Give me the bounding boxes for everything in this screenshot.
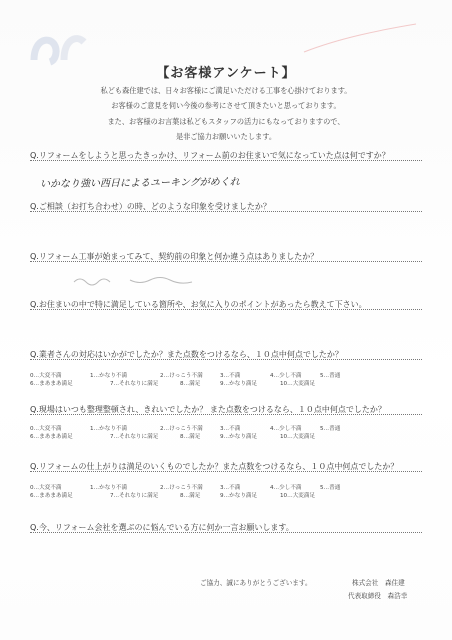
rating-option: 5…普通 (320, 426, 341, 432)
question-divider (30, 414, 422, 415)
rating-option: 10…大変満足 (280, 381, 316, 387)
rating-option: 7…それなりに満足 (110, 434, 159, 440)
rating-option: 0…大変不満 (30, 373, 62, 379)
rating-scale-row (30, 483, 360, 491)
rating-option: 4…少し不満 (270, 426, 302, 432)
rating-scale-row (30, 491, 360, 499)
rating-scale (30, 424, 360, 440)
question-5: Q.業者さんの対応はいかがでしたか？また点数をつけるなら、１０点中何点でしたか？ (30, 350, 343, 359)
ink-mark-icon (300, 20, 420, 60)
rating-option: 8…満足 (180, 493, 201, 499)
question-7: Q.リフォームの仕上がりは満足のいくものでしたか？また点数をつけるなら、１０点中何点でしたか？ (30, 462, 399, 471)
question-3: Q.リフォーム工事が始まってみて、契約前の印象と何か違う点はありましたか？ (30, 252, 319, 261)
question-divider (30, 359, 422, 360)
intro-line: また、お客様のお言葉は私どもスタッフの活力にもなっておりますので、 (107, 116, 345, 126)
rating-option: 8…満足 (180, 434, 201, 440)
rating-option: 0…大変不満 (30, 485, 62, 491)
rating-option: 6…まあまあ満足 (30, 381, 73, 387)
rating-option: 6…まあまあ満足 (30, 493, 73, 499)
rating-option: 10…大変満足 (280, 434, 316, 440)
company-logo-icon (30, 30, 88, 66)
question-8: Q.今、リフォーム会社を選ぶのに悩んでいる方に何か一言お願いします。 (30, 523, 294, 532)
rating-option: 5…普通 (320, 373, 341, 379)
rating-option: 9…かなり満足 (220, 493, 258, 499)
handwriting-scribble-icon (70, 272, 220, 290)
question-divider (30, 471, 422, 472)
question-6: Q.現場はいつも整理整頓され、きれいでしたか？ また点数をつけるなら、１０点中何点でしたか？ (30, 405, 386, 414)
rating-option: 5…普通 (320, 485, 341, 491)
question-divider (30, 211, 422, 212)
rating-scale-row (30, 379, 360, 387)
rating-option: 9…かなり満足 (220, 381, 258, 387)
question-divider (30, 261, 422, 262)
rating-option: 1…かなり不満 (90, 426, 128, 432)
rating-option: 10…大変満足 (280, 493, 316, 499)
rating-option: 1…かなり不満 (90, 373, 128, 379)
question-4: Q.お住まいの中で特に満足している箇所や、お気に入りのポイントがあったら教えて下さい。 (30, 300, 367, 309)
page-title: 【お客様アンケート】 (156, 66, 296, 81)
question-2: Q.ご相談（お打ち合わせ）の時、どのような印象を受けましたか？ (30, 202, 271, 211)
rating-option: 3…不満 (220, 485, 241, 491)
rating-option: 7…それなりに満足 (110, 381, 159, 387)
rating-option: 2…けっこう不満 (160, 373, 203, 379)
thanks-text: ご協力、誠にありがとうございます。 (200, 579, 312, 587)
rating-option: 3…不満 (220, 426, 241, 432)
rating-option: 2…けっこう不満 (160, 426, 203, 432)
question-divider (30, 309, 422, 310)
rating-option: 8…満足 (180, 381, 201, 387)
question-divider (30, 160, 422, 161)
rating-option: 9…かなり満足 (220, 434, 258, 440)
rating-option: 0…大変不満 (30, 426, 62, 432)
rating-option: 7…それなりに満足 (110, 493, 159, 499)
question-divider (30, 532, 422, 533)
representative-name: 代表取締役 森浩幸 (348, 592, 408, 600)
intro-line: 私ども森住建では、日々お客様にご満足いただける工事を心掛けております。 (100, 86, 352, 95)
rating-option: 4…少し不満 (270, 373, 302, 379)
handwritten-answer-1: いかなり強い西日によるユーキングがめくれ (39, 176, 240, 191)
rating-scale-row (30, 371, 360, 379)
rating-scale (30, 371, 360, 387)
question-1: Q.リフォームをしようと思ったきっかけ、リフォーム前のお住まいで気になっていた点は何ですか？ (30, 151, 390, 160)
rating-option: 6…まあまあ満足 (30, 434, 73, 440)
intro-line: 是非ご協力お願いいたします。 (175, 131, 277, 141)
intro-line: お客様のご意見を伺い今後の参考にさせて頂きたいと思っております。 (111, 101, 341, 111)
rating-option: 2…けっこう不満 (160, 485, 203, 491)
company-name: 株式会社 森住建 (352, 579, 405, 587)
rating-option: 1…かなり不満 (90, 485, 128, 491)
rating-option: 4…少し不満 (270, 485, 302, 491)
rating-scale-row (30, 432, 360, 440)
intro-text (0, 83, 452, 144)
rating-option: 3…不満 (220, 373, 241, 379)
rating-scale-row (30, 424, 360, 432)
rating-scale (30, 483, 360, 499)
